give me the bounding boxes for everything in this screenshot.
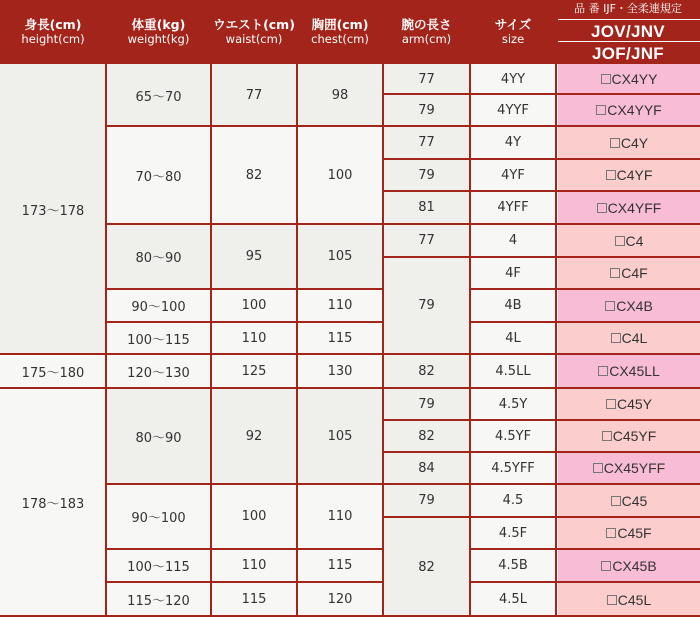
checkbox-icon (601, 561, 611, 571)
header-waist (211, 0, 297, 64)
weight-cell-10: 115〜120 (106, 582, 211, 617)
arm-cell-10: 82 (383, 420, 470, 452)
header-chest (297, 0, 383, 64)
header-weight (106, 0, 211, 64)
grid-vline (210, 0, 212, 617)
size-cell-15: 4.5F (470, 517, 556, 549)
chest-cell-6: 130 (297, 354, 383, 388)
grid-hline (106, 483, 700, 485)
header-arm-ja: 腕の長さ (401, 17, 452, 32)
chest-cell-8: 110 (297, 484, 383, 549)
grid-vline (296, 0, 298, 617)
header-height-en: height(cm) (21, 32, 85, 46)
grid-hline (106, 548, 383, 550)
height-cell-1: 173〜178 (0, 64, 106, 354)
checkbox-icon (601, 74, 611, 84)
code-cell-13 (558, 452, 700, 484)
size-cell-7: 4F (470, 257, 556, 289)
weight-cell-6: 120〜130 (106, 354, 211, 388)
header-product (556, 0, 700, 64)
header-chest-en: chest(cm) (311, 32, 369, 46)
checkbox-icon (607, 595, 617, 605)
header-waist-en: waist(cm) (225, 32, 283, 46)
size-cell-6: 4 (470, 224, 556, 257)
code-label: C4Y (620, 134, 649, 151)
waist-cell-2: 82 (211, 126, 297, 224)
weight-cell-3: 80〜90 (106, 224, 211, 289)
chest-cell-10: 120 (297, 582, 383, 617)
header-height (0, 0, 106, 64)
code-cell-11 (558, 388, 700, 420)
size-cell-8: 4B (470, 289, 556, 322)
header-size-en: size (501, 32, 525, 46)
grid-hline (383, 93, 700, 95)
size-cell-10: 4.5LL (470, 354, 556, 388)
weight-cell-5: 100〜115 (106, 322, 211, 354)
weight-cell-8: 90〜100 (106, 484, 211, 549)
size-cell-3: 4Y (470, 126, 556, 159)
checkbox-icon (611, 333, 621, 343)
chest-cell-3: 105 (297, 224, 383, 289)
code-label: C45F (617, 525, 652, 541)
code-cell-3 (558, 126, 700, 159)
size-cell-14: 4.5 (470, 484, 556, 517)
code-cell-4 (558, 159, 700, 191)
arm-cell-5: 81 (383, 191, 470, 224)
size-cell-4: 4YF (470, 159, 556, 191)
code-cell-1 (558, 64, 700, 94)
checkbox-icon (610, 268, 620, 278)
header-product-line1: JOV/JNV (591, 21, 665, 41)
checkbox-icon (615, 236, 625, 246)
checkbox-icon (610, 138, 620, 148)
grid-hline (470, 321, 700, 323)
waist-cell-6: 125 (211, 354, 297, 388)
code-cell-16 (558, 549, 700, 582)
waist-cell-7: 92 (211, 388, 297, 484)
arm-cell-12: 79 (383, 484, 470, 517)
arm-cell-13: 82 (383, 517, 470, 617)
code-label: CX4YYF (607, 102, 662, 118)
code-label: CX45LL (609, 363, 660, 379)
size-cell-13: 4.5YFF (470, 452, 556, 484)
header-waist-ja: ウエスト(cm) (213, 17, 295, 32)
header-weight-en: weight(kg) (127, 32, 190, 46)
grid-hline (470, 548, 700, 550)
code-label: CX45YFF (603, 460, 666, 476)
weight-cell-4: 90〜100 (106, 289, 211, 322)
chest-cell-2: 100 (297, 126, 383, 224)
grid-hline (383, 158, 700, 160)
code-label: C45 (621, 492, 648, 509)
waist-cell-8: 100 (211, 484, 297, 549)
grid-hline (383, 419, 700, 421)
height-cell-2: 175〜180 (0, 354, 106, 388)
waist-cell-1: 77 (211, 64, 297, 126)
grid-hline (383, 516, 700, 518)
size-cell-1: 4YY (470, 64, 556, 94)
code-cell-15 (558, 517, 700, 549)
grid-hline (470, 288, 700, 290)
code-label: CX45B (612, 557, 657, 574)
waist-cell-10: 115 (211, 582, 297, 617)
header-product-divider-2 (558, 41, 700, 42)
checkbox-icon (593, 463, 603, 473)
chest-cell-5: 115 (297, 322, 383, 354)
header-size (470, 0, 556, 64)
checkbox-icon (605, 301, 615, 311)
header-product-line2: JOF/JNF (591, 44, 664, 63)
grid-hline (106, 581, 383, 583)
header-product-label: 品 番 IJF・全柔連規定 (574, 2, 682, 15)
waist-cell-3: 95 (211, 224, 297, 289)
weight-cell-9: 100〜115 (106, 549, 211, 582)
weight-cell-2: 70〜80 (106, 126, 211, 224)
header-height-ja: 身長(cm) (24, 17, 82, 32)
code-cell-5 (558, 191, 700, 224)
checkbox-icon (611, 496, 621, 506)
grid-hline (383, 451, 700, 453)
code-label: CX4YY (611, 71, 658, 87)
code-cell-7 (558, 257, 700, 289)
checkbox-icon (597, 203, 607, 213)
chest-cell-9: 115 (297, 549, 383, 582)
code-cell-9 (558, 322, 700, 354)
chest-cell-7: 105 (297, 388, 383, 484)
code-cell-14 (558, 484, 700, 517)
arm-cell-1: 77 (383, 64, 470, 94)
header-product-divider-1 (558, 19, 700, 20)
arm-cell-2: 79 (383, 94, 470, 126)
grid-hline (383, 190, 700, 192)
chest-cell-4: 110 (297, 289, 383, 322)
size-cell-16: 4.5B (470, 549, 556, 582)
code-label: C45YF (612, 428, 657, 444)
header-weight-ja: 体重(kg) (131, 17, 186, 32)
waist-cell-5: 110 (211, 322, 297, 354)
chest-cell-1: 98 (297, 64, 383, 126)
grid-hline (0, 353, 700, 355)
waist-cell-9: 110 (211, 549, 297, 582)
checkbox-icon (606, 399, 616, 409)
code-cell-8 (558, 289, 700, 322)
grid-hline (106, 223, 700, 225)
code-label: C45Y (616, 396, 653, 412)
checkbox-icon (602, 431, 612, 441)
checkbox-icon (606, 528, 616, 538)
code-cell-2 (558, 94, 700, 126)
grid-hline (106, 125, 700, 127)
weight-cell-1: 65〜70 (106, 64, 211, 126)
code-cell-10 (558, 354, 700, 388)
grid-hline (383, 256, 700, 258)
arm-cell-4: 79 (383, 159, 470, 191)
code-cell-12 (558, 420, 700, 452)
arm-cell-8: 82 (383, 354, 470, 388)
grid-hline (106, 288, 383, 290)
arm-cell-9: 79 (383, 388, 470, 420)
code-label: C4YF (616, 167, 653, 183)
arm-cell-11: 84 (383, 452, 470, 484)
weight-cell-7: 80〜90 (106, 388, 211, 484)
code-label: C4L (621, 330, 648, 346)
size-cell-17: 4.5L (470, 582, 556, 617)
code-label: CX4B (616, 297, 653, 314)
size-cell-2: 4YYF (470, 94, 556, 126)
arm-cell-7: 79 (383, 257, 470, 354)
header-size-ja: サイズ (494, 17, 532, 32)
checkbox-icon (596, 105, 606, 115)
header-chest-ja: 胸囲(cm) (311, 17, 369, 32)
grid-hline (470, 581, 700, 583)
height-cell-3: 178〜183 (0, 388, 106, 617)
code-label: CX4YFF (607, 199, 662, 216)
code-cell-17 (558, 582, 700, 617)
grid-vline (105, 0, 107, 617)
header-arm-en: arm(cm) (401, 32, 452, 46)
code-label: C45L (617, 591, 652, 608)
arm-cell-3: 77 (383, 126, 470, 159)
code-cell-6 (558, 224, 700, 257)
grid-hline (0, 387, 700, 389)
size-cell-11: 4.5Y (470, 388, 556, 420)
size-cell-5: 4YFF (470, 191, 556, 224)
size-cell-12: 4.5YF (470, 420, 556, 452)
code-label: C4 (625, 232, 644, 249)
arm-cell-6: 77 (383, 224, 470, 257)
waist-cell-4: 100 (211, 289, 297, 322)
header-arm (383, 0, 470, 64)
size-cell-9: 4L (470, 322, 556, 354)
checkbox-icon (598, 366, 608, 376)
checkbox-icon (606, 170, 616, 180)
code-label: C4F (621, 265, 648, 281)
grid-hline (106, 321, 383, 323)
